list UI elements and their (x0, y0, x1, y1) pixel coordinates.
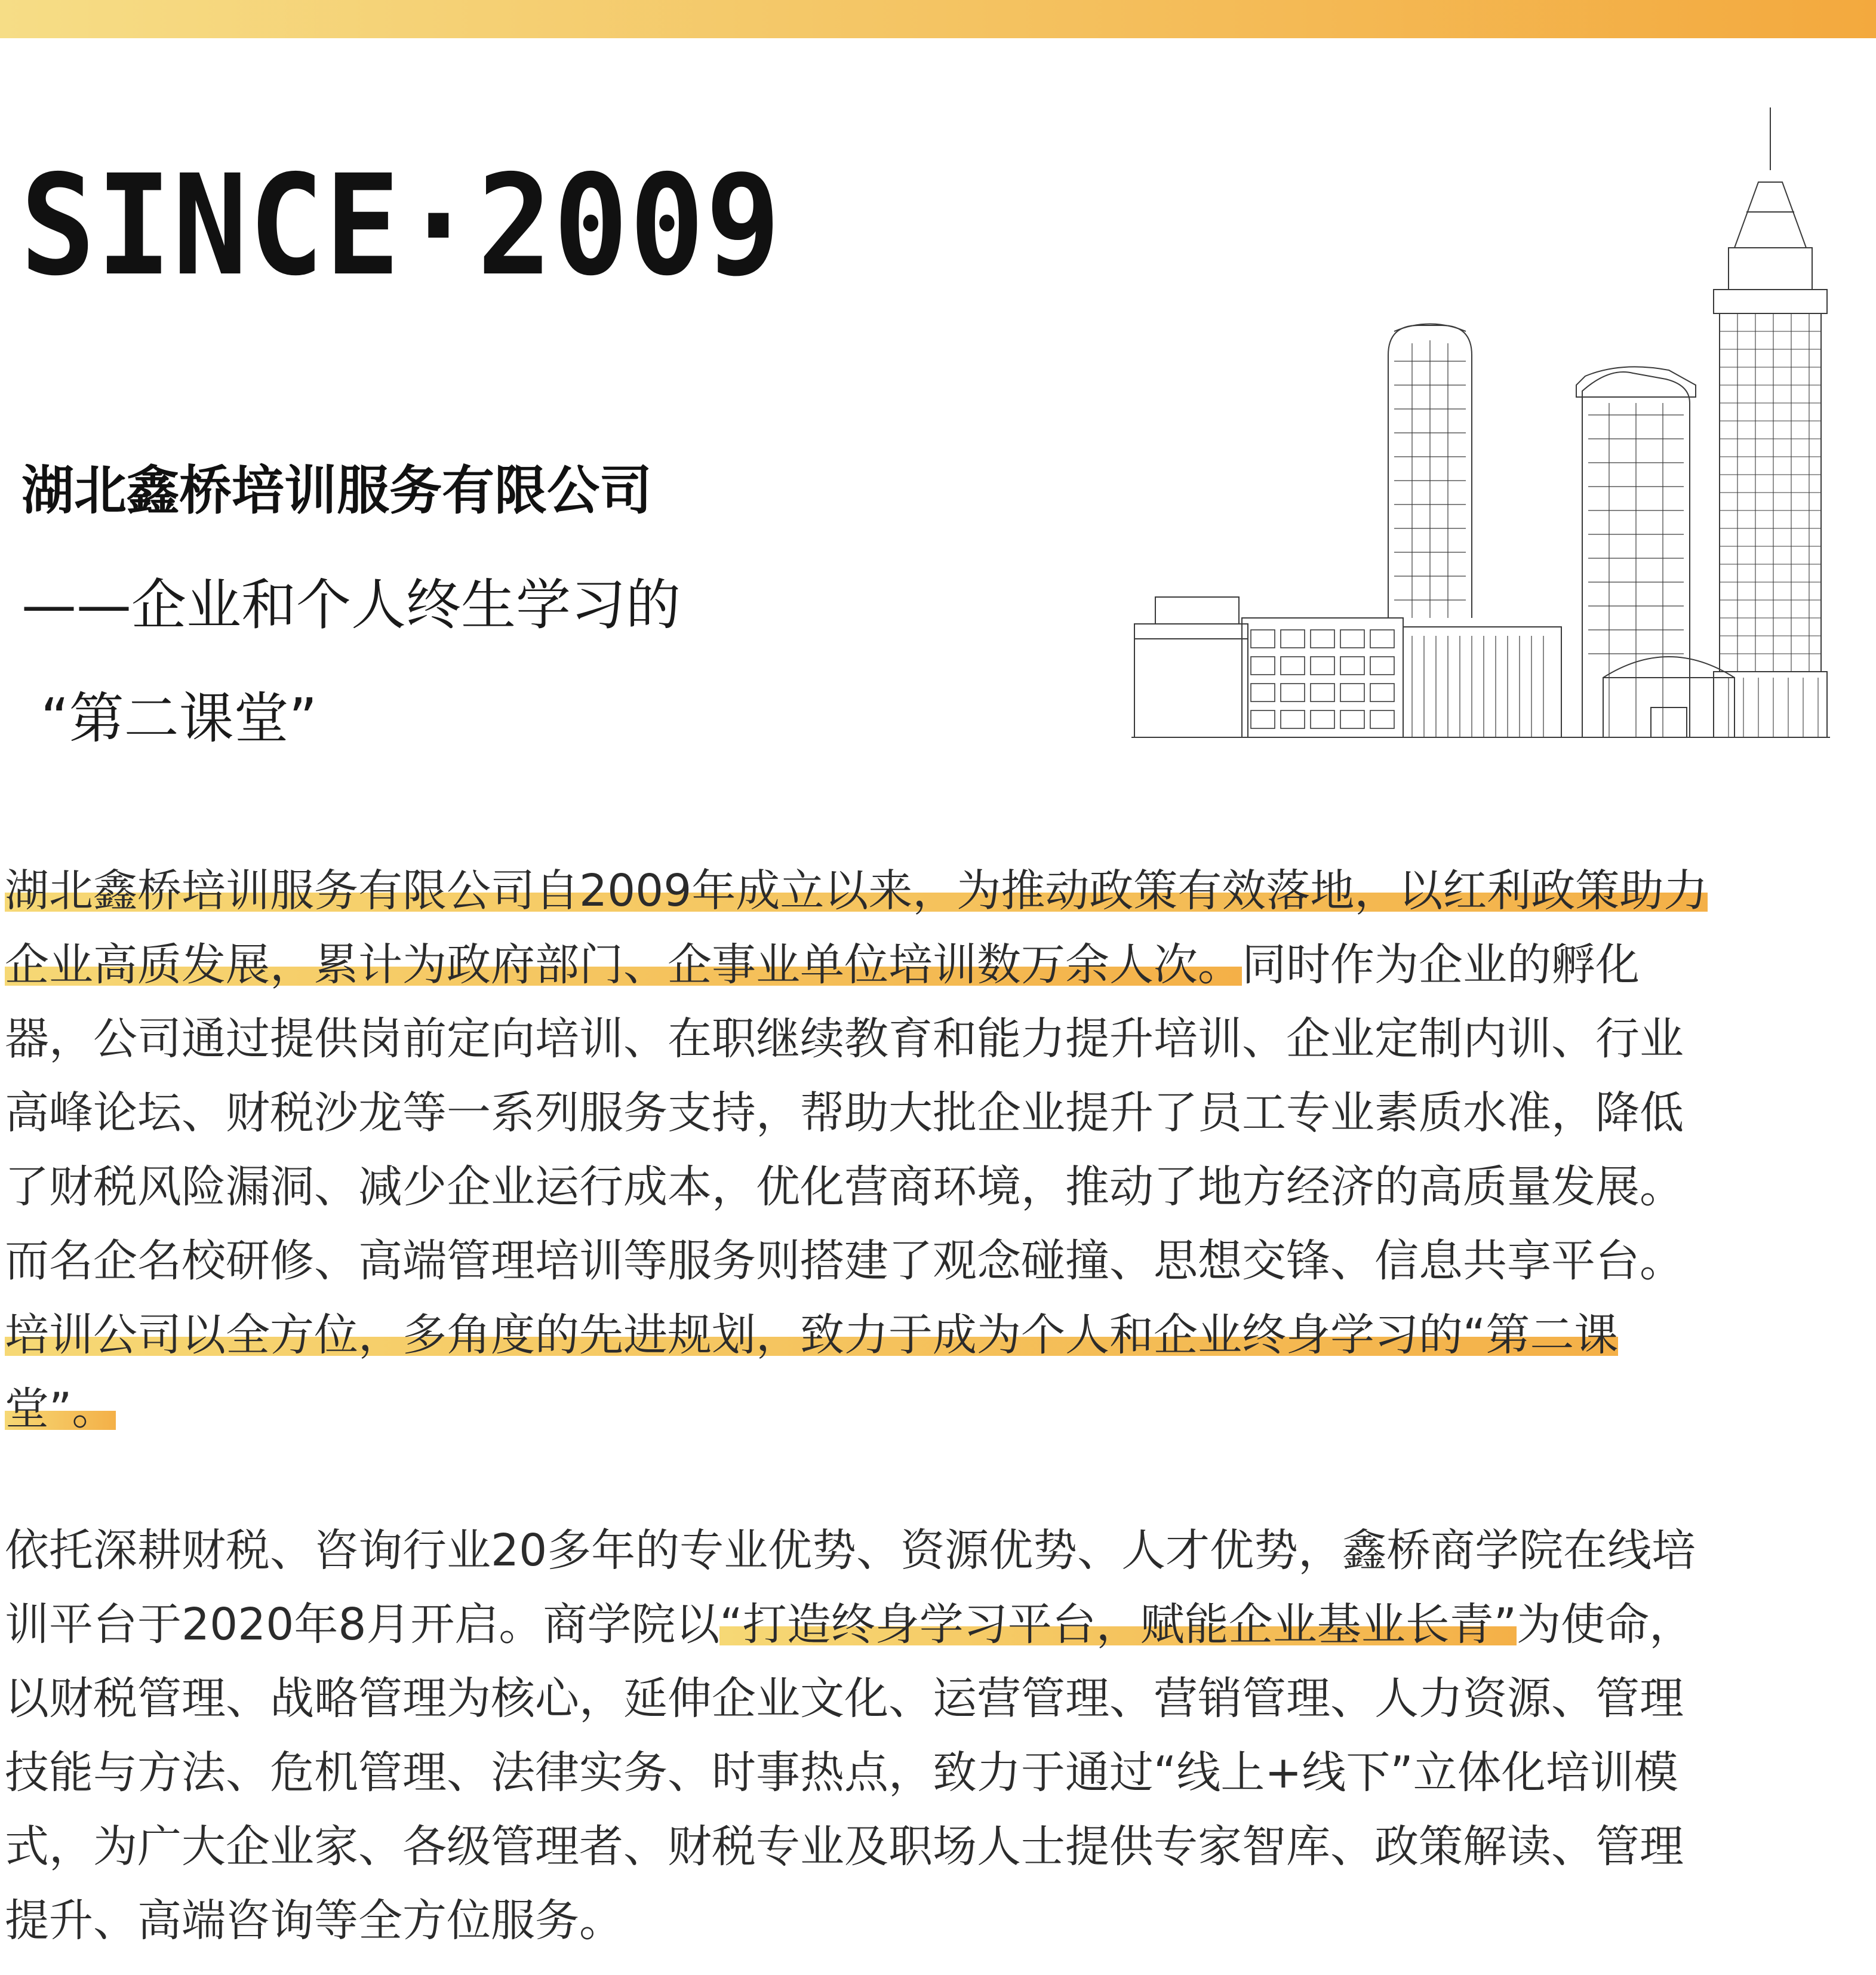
school-line-2-post: 为使命， (1517, 1599, 1694, 1650)
top-accent-bar (0, 0, 1876, 38)
company-name: 湖北鑫桥培训服务有限公司 (21, 460, 653, 521)
intro-line-7: 培训公司以全方位，多角度的先进规划，致力于成为个人和企业终身学习的“第二课 (5, 1309, 1619, 1361)
since-title: SINCE·2009 (20, 145, 782, 306)
business-school-paragraph (5, 1513, 1876, 1958)
intro-paragraph (5, 854, 1876, 1446)
skyline-illustration (1131, 104, 1830, 743)
school-line-1: 依托深耕财税、咨询行业20多年的专业优势、资源优势、人才优势，鑫桥商学院在线培 (5, 1525, 1696, 1576)
school-line-5: 式，为广大企业家、各级管理者、财税专业及职场人士提供专家智库、政策解读、管理 (5, 1821, 1684, 1872)
tagline-second-classroom: “第二课堂” (41, 687, 318, 750)
school-line-2-highlight: “打造终身学习平台，赋能企业基业长青” (719, 1599, 1517, 1650)
school-line-3: 以财税管理、战略管理为核心，延伸企业文化、运营管理、营销管理、人力资源、管理 (5, 1673, 1684, 1724)
intro-line-5: 了财税风险漏洞、减少企业运行成本，优化营商环境，推动了地方经济的高质量发展。 (5, 1161, 1684, 1213)
school-line-4: 技能与方法、危机管理、法律实务、时事热点，致力于通过“线上+线下”立体化培训模 (5, 1747, 1678, 1798)
intro-line-3: 器，公司通过提供岗前定向培训、在职继续教育和能力提升培训、企业定制内训、行业 (5, 1013, 1684, 1065)
school-line-2-pre: 训平台于2020年8月开启。商学院以 (5, 1599, 720, 1650)
tagline: ——企业和个人终生学习的 (21, 573, 681, 637)
intro-line-6: 而名企名校研修、高端管理培训等服务则搭建了观念碰撞、思想交锋、信息共享平台。 (5, 1235, 1684, 1287)
intro-line-4: 高峰论坛、财税沙龙等一系列服务支持，帮助大批企业提升了员工专业素质水准，降低 (5, 1087, 1684, 1139)
intro-line-2-rest: 同时作为企业的孵化 (1242, 939, 1640, 990)
school-line-6: 提升、高端咨询等全方位服务。 (5, 1895, 623, 1946)
intro-line-2-highlight: 企业高质发展，累计为政府部门、企事业单位培训数万余人次。 (5, 939, 1242, 990)
intro-line-1: 湖北鑫桥培训服务有限公司自2009年成立以来，为推动政策有效落地，以红利政策助力 (5, 865, 1708, 916)
intro-line-8: 堂”。 (5, 1383, 116, 1435)
